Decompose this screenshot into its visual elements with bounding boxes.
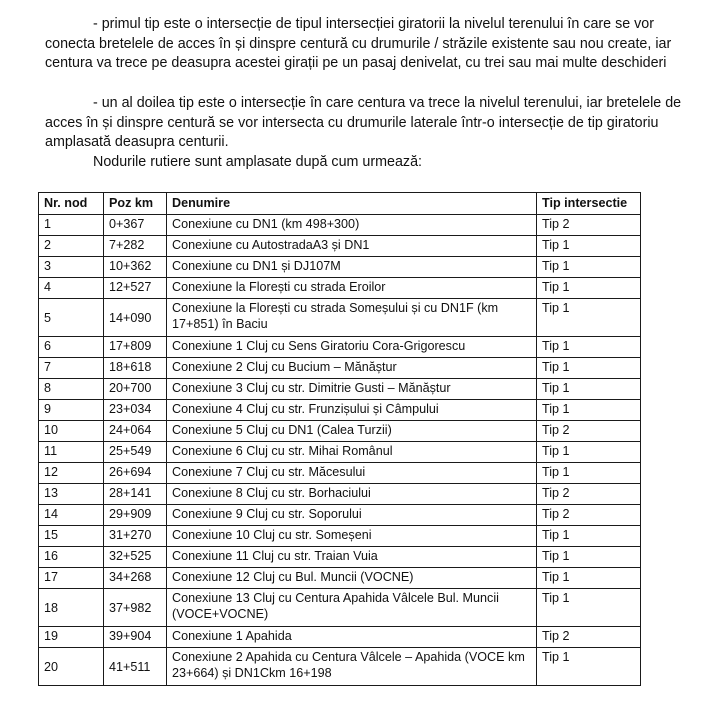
cell-name: Conexiune 13 Cluj cu Centura Apahida Vâlcele Bul. Muncii (VOCE+VOCNE) — [167, 589, 537, 627]
table-row — [39, 484, 641, 505]
cell-km-position: 37+982 — [104, 589, 167, 627]
cell-intersection-type: Tip 1 — [537, 299, 641, 337]
cell-intersection-type: Tip 1 — [537, 568, 641, 589]
cell-km-position: 17+809 — [104, 337, 167, 358]
table-row — [39, 278, 641, 299]
paragraph-text: - un al doilea tip este o intersecție în care centura va trece la nivelul terenului, iar bretelele de acces în și dinspre centură se vor intersecta cu drumurile laterale într-o intersecție de tip giratoriu amplasată deasupra centurii. — [45, 95, 682, 150]
cell-km-position: 24+064 — [104, 421, 167, 442]
cell-km-position: 39+904 — [104, 627, 167, 648]
cell-km-position: 34+268 — [104, 568, 167, 589]
cell-name: Conexiune 3 Cluj cu str. Dimitrie Gusti – Mănăștur — [167, 379, 537, 400]
cell-name: Conexiune la Florești cu strada Eroilor — [167, 278, 537, 299]
paragraph-nodes-intro — [45, 153, 685, 173]
cell-km-position: 7+282 — [104, 236, 167, 257]
table-row — [39, 442, 641, 463]
cell-km-position: 23+034 — [104, 400, 167, 421]
cell-name: Conexiune 1 Cluj cu Sens Giratoriu Cora-Grigorescu — [167, 337, 537, 358]
cell-km-position: 28+141 — [104, 484, 167, 505]
cell-node-number: 2 — [39, 236, 104, 257]
table-row — [39, 526, 641, 547]
table-row — [39, 379, 641, 400]
table-row — [39, 337, 641, 358]
cell-node-number: 1 — [39, 215, 104, 236]
cell-name: Conexiune 12 Cluj cu Bul. Muncii (VOCNE) — [167, 568, 537, 589]
cell-node-number: 4 — [39, 278, 104, 299]
cell-name: Conexiune la Florești cu strada Someșului și cu DN1F (km 17+851) în Baciu — [167, 299, 537, 337]
cell-intersection-type: Tip 1 — [537, 442, 641, 463]
cell-km-position: 0+367 — [104, 215, 167, 236]
cell-intersection-type: Tip 2 — [537, 484, 641, 505]
cell-name: Conexiune 9 Cluj cu str. Soporului — [167, 505, 537, 526]
cell-node-number: 14 — [39, 505, 104, 526]
cell-node-number: 5 — [39, 299, 104, 337]
paragraph-intersection-type-1 — [45, 15, 685, 74]
cell-name: Conexiune 8 Cluj cu str. Borhaciului — [167, 484, 537, 505]
table-row — [39, 236, 641, 257]
cell-node-number: 15 — [39, 526, 104, 547]
cell-node-number: 16 — [39, 547, 104, 568]
header-intersection-type: Tip intersectie — [537, 193, 641, 215]
paragraph-text: - primul tip este o intersecție de tipul intersecției giratorii la nivelul terenului în care se vor conecta bretelele de acces în și dinspre centură cu drumurile / străzile existente sau nou create, iar centura va trece pe deasupra acestei girații pe un pasaj denivelat, cu trei sau mai multe deschideri — [45, 16, 672, 71]
cell-intersection-type: Tip 2 — [537, 215, 641, 236]
cell-intersection-type: Tip 1 — [537, 648, 641, 686]
road-nodes-table — [38, 192, 641, 686]
cell-km-position: 18+618 — [104, 358, 167, 379]
cell-node-number: 19 — [39, 627, 104, 648]
table-row — [39, 627, 641, 648]
cell-name: Conexiune 5 Cluj cu DN1 (Calea Turzii) — [167, 421, 537, 442]
cell-intersection-type: Tip 1 — [537, 236, 641, 257]
header-km-position: Poz km — [104, 193, 167, 215]
cell-km-position: 32+525 — [104, 547, 167, 568]
cell-name: Conexiune 2 Cluj cu Bucium – Mănăștur — [167, 358, 537, 379]
cell-intersection-type: Tip 1 — [537, 358, 641, 379]
cell-intersection-type: Tip 1 — [537, 526, 641, 547]
cell-node-number: 11 — [39, 442, 104, 463]
cell-node-number: 18 — [39, 589, 104, 627]
table-header-row — [39, 193, 641, 215]
cell-name: Conexiune 6 Cluj cu str. Mihai Românul — [167, 442, 537, 463]
cell-name: Conexiune 11 Cluj cu str. Traian Vuia — [167, 547, 537, 568]
cell-name: Conexiune 7 Cluj cu str. Măcesului — [167, 463, 537, 484]
cell-intersection-type: Tip 1 — [537, 547, 641, 568]
cell-node-number: 17 — [39, 568, 104, 589]
cell-name: Conexiune cu DN1 (km 498+300) — [167, 215, 537, 236]
table-row — [39, 400, 641, 421]
cell-name: Conexiune 2 Apahida cu Centura Vâlcele – Apahida (VOCE km 23+664) și DN1Ckm 16+198 — [167, 648, 537, 686]
cell-node-number: 6 — [39, 337, 104, 358]
cell-intersection-type: Tip 2 — [537, 421, 641, 442]
paragraph-intersection-type-2 — [45, 94, 685, 153]
cell-node-number: 10 — [39, 421, 104, 442]
header-node-number: Nr. nod — [39, 193, 104, 215]
paragraph-text: Nodurile rutiere sunt amplasate după cum urmează: — [93, 154, 422, 170]
cell-intersection-type: Tip 1 — [537, 337, 641, 358]
cell-intersection-type: Tip 1 — [537, 589, 641, 627]
cell-km-position: 25+549 — [104, 442, 167, 463]
cell-name: Conexiune cu AutostradaA3 și DN1 — [167, 236, 537, 257]
table-row — [39, 547, 641, 568]
cell-intersection-type: Tip 1 — [537, 278, 641, 299]
table-row — [39, 215, 641, 236]
cell-name: Conexiune 4 Cluj cu str. Frunzișului și Câmpului — [167, 400, 537, 421]
cell-name: Conexiune 10 Cluj cu str. Someșeni — [167, 526, 537, 547]
cell-km-position: 26+694 — [104, 463, 167, 484]
cell-km-position: 31+270 — [104, 526, 167, 547]
table-row — [39, 421, 641, 442]
cell-intersection-type: Tip 1 — [537, 463, 641, 484]
cell-node-number: 20 — [39, 648, 104, 686]
cell-intersection-type: Tip 1 — [537, 257, 641, 278]
cell-node-number: 3 — [39, 257, 104, 278]
cell-node-number: 9 — [39, 400, 104, 421]
cell-intersection-type: Tip 1 — [537, 400, 641, 421]
table-row — [39, 589, 641, 627]
cell-node-number: 13 — [39, 484, 104, 505]
table-row — [39, 505, 641, 526]
header-name: Denumire — [167, 193, 537, 215]
table-row — [39, 358, 641, 379]
cell-intersection-type: Tip 2 — [537, 627, 641, 648]
cell-km-position: 10+362 — [104, 257, 167, 278]
cell-name: Conexiune cu DN1 și DJ107M — [167, 257, 537, 278]
cell-node-number: 12 — [39, 463, 104, 484]
cell-km-position: 14+090 — [104, 299, 167, 337]
cell-node-number: 8 — [39, 379, 104, 400]
cell-km-position: 29+909 — [104, 505, 167, 526]
cell-km-position: 12+527 — [104, 278, 167, 299]
cell-km-position: 20+700 — [104, 379, 167, 400]
cell-node-number: 7 — [39, 358, 104, 379]
table-row — [39, 299, 641, 337]
table-row — [39, 568, 641, 589]
cell-intersection-type: Tip 2 — [537, 505, 641, 526]
table-row — [39, 648, 641, 686]
table-row — [39, 257, 641, 278]
cell-name: Conexiune 1 Apahida — [167, 627, 537, 648]
cell-intersection-type: Tip 1 — [537, 379, 641, 400]
cell-km-position: 41+511 — [104, 648, 167, 686]
table-row — [39, 463, 641, 484]
